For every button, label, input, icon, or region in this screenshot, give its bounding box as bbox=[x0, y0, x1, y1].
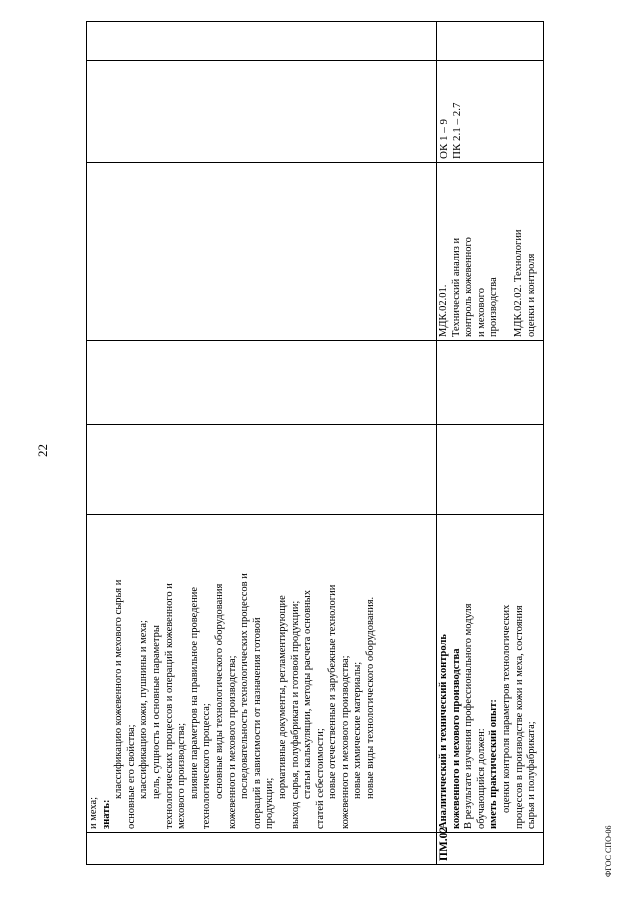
module-title: Аналитический и технический контроль bbox=[438, 634, 449, 829]
curriculum-table bbox=[86, 21, 544, 865]
module-content: Аналитический и технический контроль кожевенного и мехового производства В результате изучения профессионального модуля обучающийся должен: иметь практический опыт: оценки контроля параметров технологических процессов в производстве кожи и меха, состояния сырья и полуфабриката; bbox=[437, 515, 544, 833]
empty-cell bbox=[87, 22, 437, 61]
empty-cell bbox=[437, 341, 544, 425]
empty-cell bbox=[87, 341, 437, 425]
table-row bbox=[87, 22, 437, 865]
empty-cell bbox=[87, 61, 437, 163]
page-number: 22 bbox=[35, 444, 50, 457]
code-cell bbox=[87, 833, 437, 865]
content-cell: и меха; знать: классификацию кожевенного и мехового сырья и основные его свойства; классификацию кожи, пушнины и меха; цель, сущность и основные параметры технологических процессов и операций кожевенного и мехового производства; влияние параметров на правильное проведение технологического процесса; основные виды технологического оборудования кожевенного и мехового производства; последовательность технологических процессов и операций в зависимости от назначения готовой продукции; нормативные документы, регламентирующие выход сырья, полуфабриката и готовой продукции; статьи калькуляции, методы расчета основных статей себестоимости; новые отечественные и зарубежные технологии кожевенного и мехового производства; новые химические материалы; новые виды технологического оборудования. bbox=[87, 515, 437, 833]
footer-label: ФГОС СПО-06 bbox=[604, 825, 613, 877]
empty-cell bbox=[87, 425, 437, 515]
empty-cell bbox=[437, 425, 544, 515]
skill-heading: иметь практический опыт: bbox=[488, 699, 500, 829]
module-code: ПМ.02 bbox=[437, 833, 544, 865]
table-row bbox=[437, 22, 544, 865]
mdk-cell: МДК.02.01. Технический анализ и контроль кожевенного и мехового производства МДК.02.02. Технологии оценки и контроля bbox=[437, 163, 544, 341]
empty-cell bbox=[437, 22, 544, 61]
empty-cell bbox=[87, 163, 437, 341]
competencies-cell: ОК 1 – 9 ПК 2.1 – 2.7 bbox=[437, 61, 544, 163]
